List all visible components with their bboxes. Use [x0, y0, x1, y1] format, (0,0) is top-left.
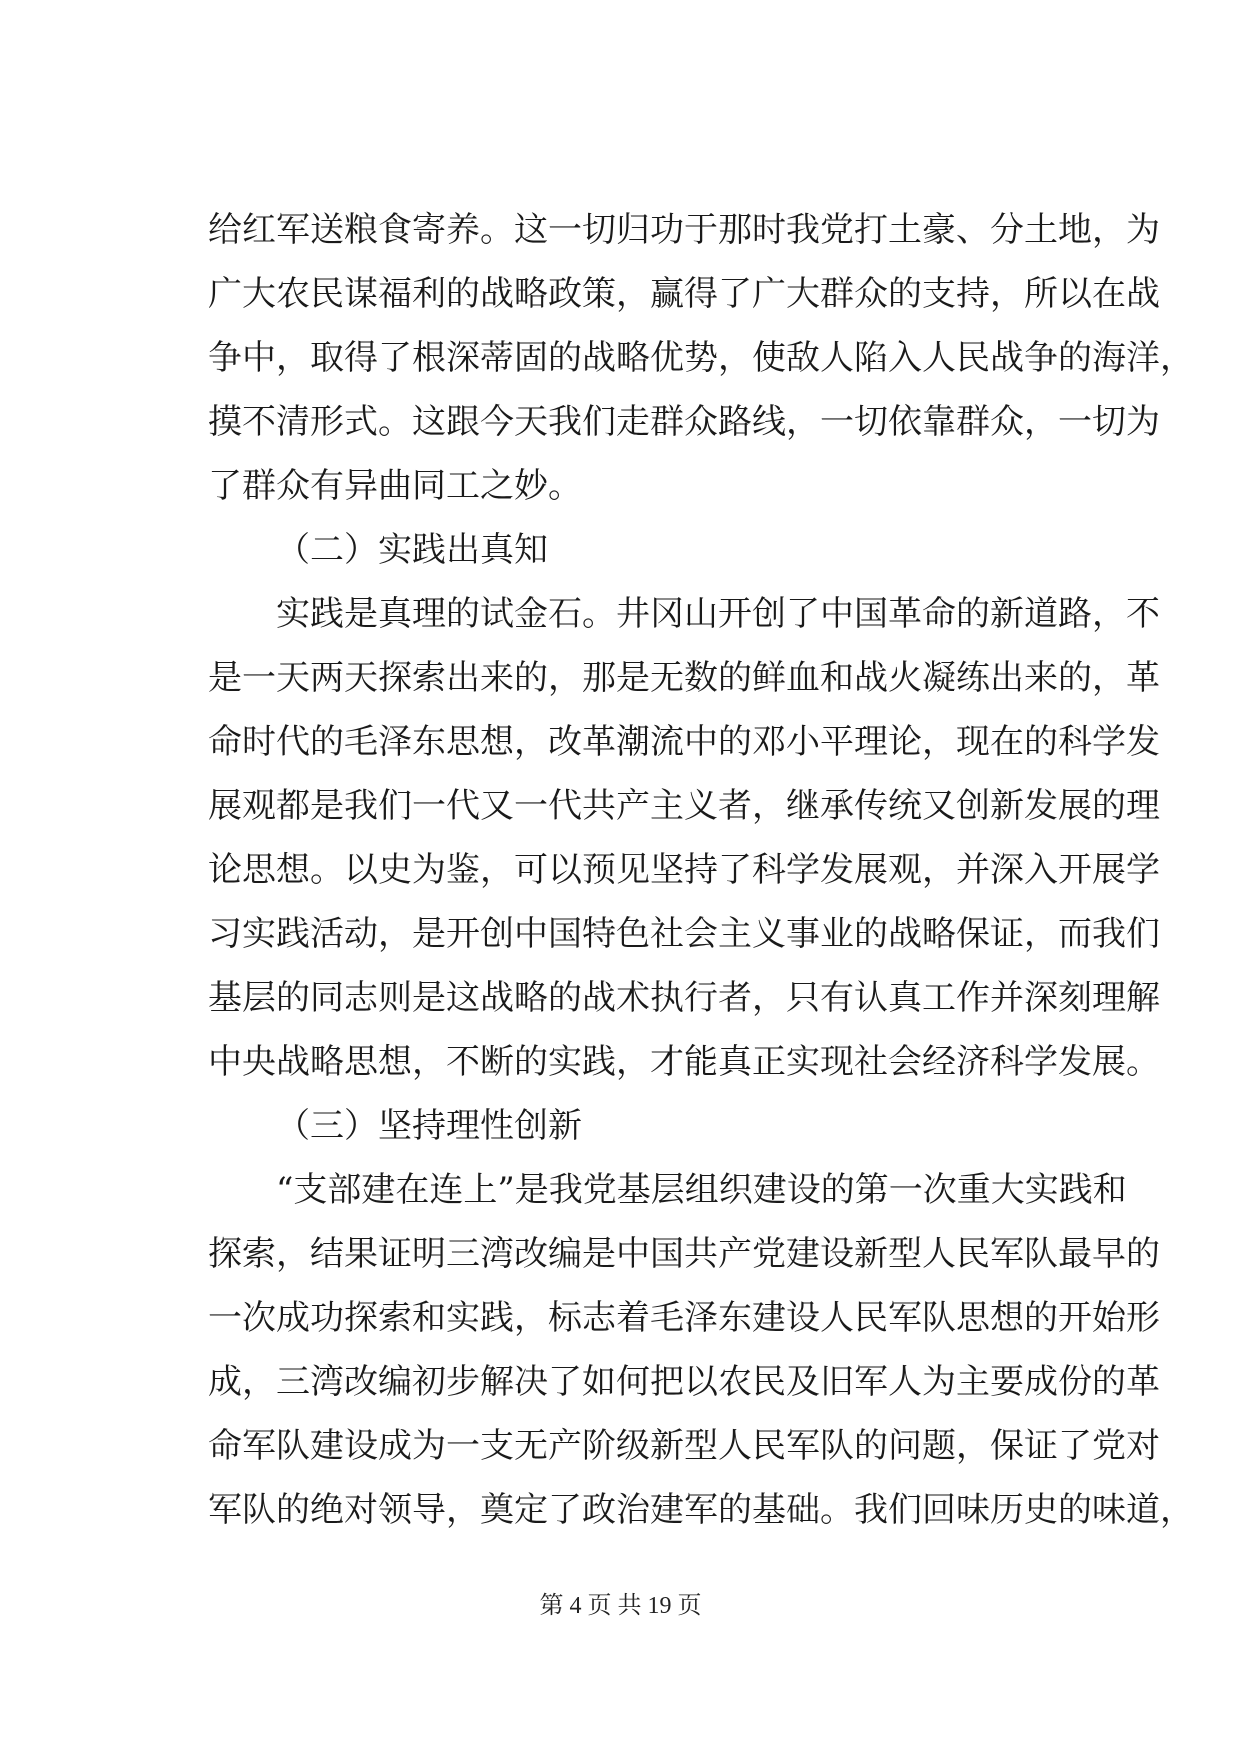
section-heading: （二）实践出真知	[276, 530, 548, 570]
paragraph-line: 是一天两天探索出来的，那是无数的鲜血和战火凝练出来的，革	[208, 658, 1160, 698]
paragraph-line: 争中，取得了根深蒂固的战略优势，使敌人陷入人民战争的海洋，	[208, 338, 1194, 378]
paragraph-line: 摸不清形式。这跟今天我们走群众路线，一切依靠群众，一切为	[208, 402, 1160, 442]
page-number-footer: 第 4 页 共 19 页	[539, 1593, 702, 1619]
paragraph-line: 一次成功探索和实践，标志着毛泽东建设人民军队思想的开始形	[208, 1298, 1160, 1338]
paragraph-line: 命军队建设成为一支无产阶级新型人民军队的问题，保证了党对	[208, 1426, 1160, 1466]
paragraph-line: 给红军送粮食寄养。这一切归功于那时我党打土豪、分土地，为	[208, 210, 1160, 250]
paragraph-line: 习实践活动，是开创中国特色社会主义事业的战略保证，而我们	[208, 914, 1160, 954]
paragraph-line: 实践是真理的试金石。井冈山开创了中国革命的新道路，不	[276, 594, 1160, 634]
paragraph-line: 广大农民谋福利的战略政策，赢得了广大群众的支持，所以在战	[208, 274, 1160, 314]
paragraph-line: 探索，结果证明三湾改编是中国共产党建设新型人民军队最早的	[208, 1234, 1160, 1274]
paragraph-line: 基层的同志则是这战略的战术执行者，只有认真工作并深刻理解	[208, 978, 1160, 1018]
paragraph-line: “支部建在连上”是我党基层组织建设的第一次重大实践和	[276, 1170, 1127, 1210]
paragraph-line: 了群众有异曲同工之妙。	[208, 466, 582, 506]
paragraph-line: 命时代的毛泽东思想，改革潮流中的邓小平理论，现在的科学发	[208, 722, 1160, 762]
paragraph-line: 论思想。以史为鉴，可以预见坚持了科学发展观，并深入开展学	[208, 850, 1160, 890]
paragraph-line: 展观都是我们一代又一代共产主义者，继承传统又创新发展的理	[208, 786, 1160, 826]
section-heading: （三）坚持理性创新	[276, 1106, 582, 1146]
paragraph-line: 中央战略思想，不断的实践，才能真正实现社会经济科学发展。	[208, 1042, 1160, 1082]
paragraph-line: 成，三湾改编初步解决了如何把以农民及旧军人为主要成份的革	[208, 1362, 1160, 1402]
paragraph-line: 军队的绝对领导，奠定了政治建军的基础。我们回味历史的味道，	[208, 1490, 1194, 1530]
